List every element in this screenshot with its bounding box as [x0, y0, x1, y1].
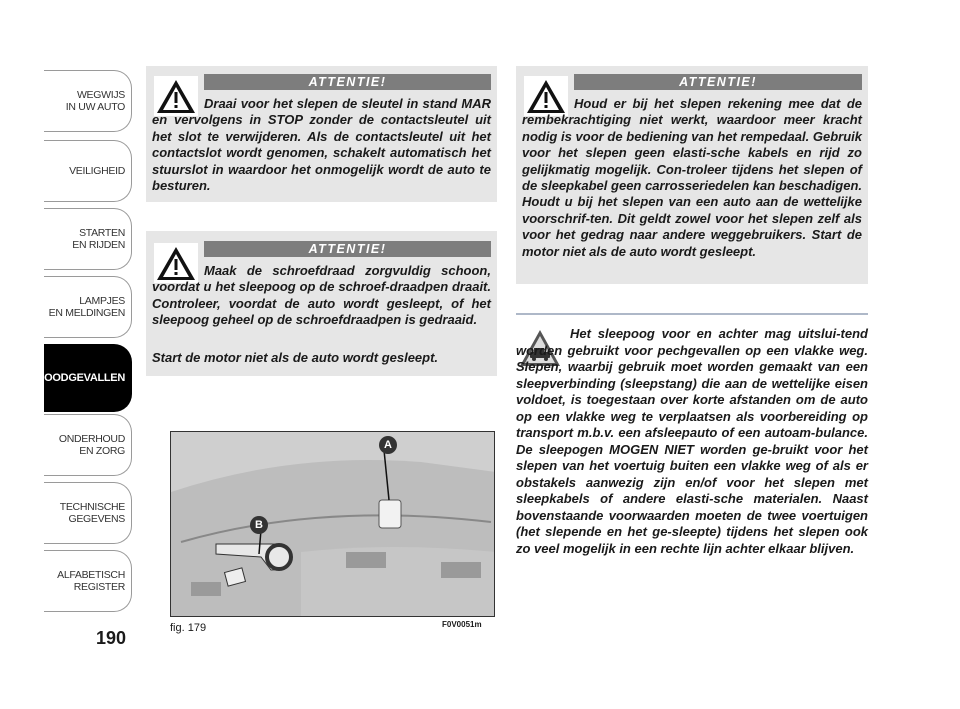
warning-header: ATTENTIE!	[204, 241, 491, 257]
tab-veiligheid[interactable]	[44, 140, 132, 202]
tab-noodgevallen[interactable]	[36, 344, 132, 412]
warning-box-3	[516, 66, 868, 284]
callout-a: A	[379, 436, 397, 454]
figure-code: F0V0051m	[442, 620, 482, 629]
tab-label: ALFABETISCH REGISTER	[57, 569, 125, 593]
tab-lampjes[interactable]	[44, 276, 132, 338]
warning-box-2	[146, 231, 497, 376]
warning-text: Draai voor het slepen de sleutel in stand MAR en vervolgens in STOP zonder de contactsleutel uit het slot te verwijderen. Als de contactsleutel uit het contactslot wordt genomen, schakelt automatisch het stuurslot in waardoor het onmogelijk wordt de auto te besturen.	[152, 96, 491, 194]
figure-illustration	[171, 432, 495, 617]
tab-starten[interactable]	[44, 208, 132, 270]
tab-label: ONDERHOUD EN ZORG	[58, 433, 125, 457]
warning-box-1	[146, 66, 497, 202]
tab-wegwijs[interactable]	[44, 70, 132, 132]
tab-technische[interactable]	[44, 482, 132, 544]
figure-label: fig. 179	[170, 622, 207, 634]
tab-label: NOODGEVALLEN	[36, 372, 125, 384]
warning-text-2: Start de motor niet als de auto wordt gesleept.	[152, 350, 439, 365]
warning-header: ATTENTIE!	[204, 74, 491, 90]
tab-label: VEILIGHEID	[69, 165, 125, 177]
tow-hook-figure	[170, 431, 495, 617]
tow-note-text: Het sleepoog voor en achter mag uitslui-tend worden gebruikt voor pechgevallen op een vlakke weg. Slepen, waarbij gebruik moet worden gemaakt van een sleepverbinding (sleepstang) die aan de wettelijke eisen voldoet, is toegestaan over korte afstanden om de auto op een vlakke weg te verplaatsen als voorbereiding op transport m.b.v. een afsleepauto of een autoam-bulance. De sleepogen MOGEN NIET worden ge-bruikt voor het slepen van het voertuig buiten een vlakke weg of als er obstakels aanwezig zijn en/of voor het slepen met sleepkabels of andere elasti-sche materialen. Naast bovenstaande voorwaarden moeten de twee voertuigen (het slepende en het ge-sleepte) tijdens het slepen ook zo veel mogelijk in een rechte lijn achter elkaar blijven.	[516, 326, 868, 556]
tab-label: LAMPJES EN MELDINGEN	[48, 295, 125, 319]
tab-onderhoud[interactable]	[44, 414, 132, 476]
warning-header: ATTENTIE!	[574, 74, 862, 90]
tab-label: WEGWIJS IN UW AUTO	[65, 89, 125, 113]
divider	[516, 313, 868, 315]
tab-label: TECHNISCHE GEGEVENS	[59, 501, 125, 525]
tab-label: STARTEN EN RIJDEN	[72, 227, 125, 251]
tab-alfabetisch[interactable]	[44, 550, 132, 612]
page-number: 190	[96, 628, 127, 648]
warning-text: Houd er bij het slepen rekening mee dat de rembekrachtiging niet werkt, waardoor meer kracht nodig is voor de bediening van het rempedaal. Gebruik voor het slepen geen elasti-sche kabels en rijd zo gelijkmatig mogelijk. Con-troleer tijdens het slepen of de sleepkabel geen carrosseriedelen kan beschadigen. Houdt u bij het slepen van een auto aan de wettelijke voorschrif-ten. Dit geldt zowel voor het slepen zelf als voor het gedrag naar andere weggebruikers. Start de motor niet als de auto wordt gesleept.	[522, 96, 862, 259]
warning-text: Maak de schroefdraad zorgvuldig schoon, voordat u het sleepoog op de schroef-draadpen draait. Controleer, voordat de auto wordt gesleept, of het sleepoog geheel op de schroefdraadpen is gedraaid.	[152, 263, 491, 328]
callout-b: B	[250, 516, 268, 534]
